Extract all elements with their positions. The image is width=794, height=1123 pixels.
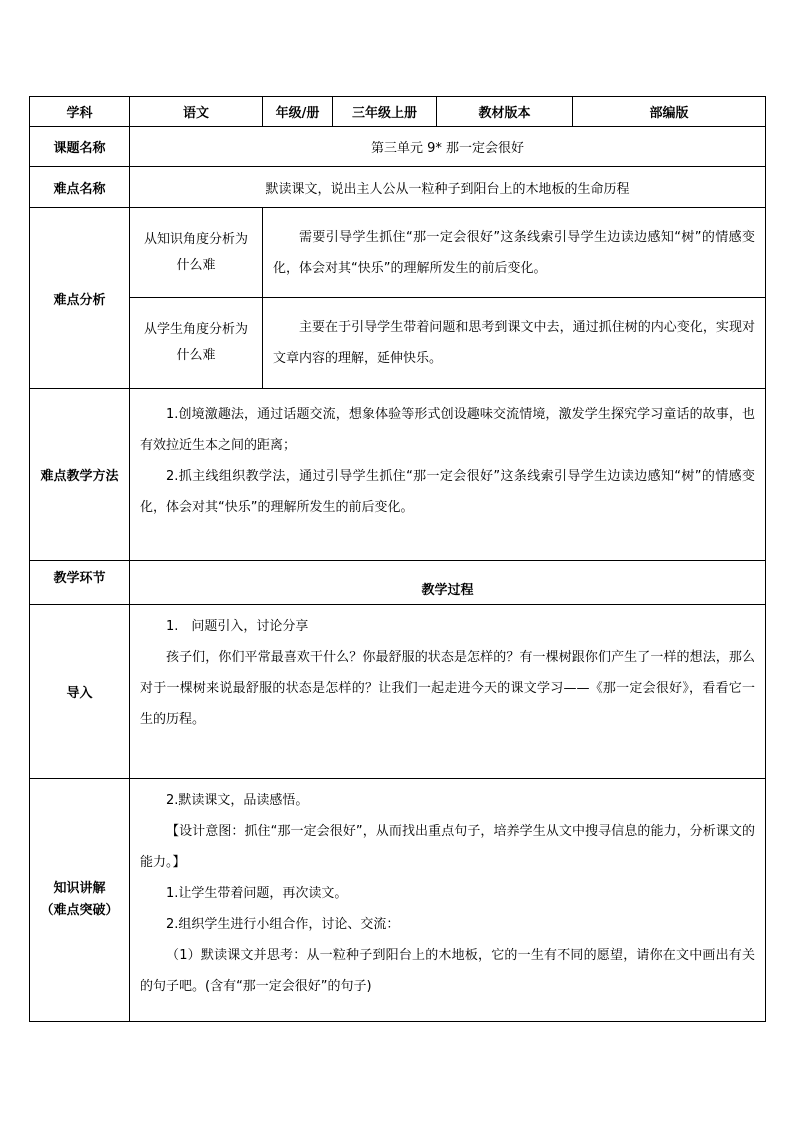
knowledge-label: 知识讲解 (53, 881, 106, 896)
analysis-row-student (30, 298, 766, 389)
student-angle-label: 从学生角度分析为什么难 (130, 298, 263, 389)
analysis-label: 难点分析 (30, 208, 130, 389)
lesson-row (30, 127, 766, 167)
knowledge-line-3: 1.让学生带着问题，再次读文。 (166, 886, 348, 901)
intro-line-2: 孩子们，你们平常最喜欢干什么？你最舒服的状态是怎样的？有一棵树跟你们产生了一样的想法，那么对于一棵树来说最舒服的状态是怎样的？让我们一起走进今天的课文学习——《那一定会很好》，看看它一生的历程。 (140, 650, 755, 727)
method-item-1: 1.创境激趣法，通过话题交流，想象体验等形式创设趣味交流情境，激发学生探究学习童话的故事，也有效拉近生本之间的距离； (140, 407, 755, 453)
difficulty-label: 难点名称 (30, 167, 130, 208)
difficulty-value: 默读课文，说出主人公从一粒种子到阳台上的木地板的生命历程 (130, 167, 766, 208)
intro-label: 导入 (30, 605, 130, 779)
knowledge-line-4: 2.组织学生进行小组合作，讨论、交流： (166, 917, 400, 932)
subject-value: 语文 (130, 97, 263, 127)
knowledge-label-cell (30, 779, 130, 1022)
lesson-title: 第三单元 9* 那一定会很好 (130, 127, 766, 167)
difficulty-row (30, 167, 766, 208)
intro-line-1: 1. 问题引入，讨论分享 (166, 619, 309, 634)
process-header-row (30, 561, 766, 605)
knowledge-line-5: （1）默读课文并思考：从一粒种子到阳台上的木地板，它的一生有不同的愿望，请你在文中画出有关的句子吧。(含有“那一定会很好”的句子) (140, 948, 755, 994)
knowledge-sublabel: （难点突破） (40, 903, 119, 918)
student-angle-text: 主要在于引导学生带着问题和思考到课文中去，通过抓住树的内心变化，实现对文章内容的理解，延伸快乐。 (273, 320, 755, 366)
method-row (30, 389, 766, 561)
analysis-row-knowledge (30, 208, 766, 298)
method-item-2: 2.抓主线组织教学法，通过引导学生抓住“那一定会很好”这条线索引导学生边读边感知“树”的情感变化，体会对其“快乐”的理解所发生的前后变化。 (140, 469, 755, 515)
lesson-plan-table (29, 96, 766, 1022)
process-header: 教学过程 (130, 561, 766, 605)
subject-label: 学科 (30, 97, 130, 127)
knowledge-angle-text: 需要引导学生抓住“那一定会很好”这条线索引导学生边读边感知“树”的情感变化，体会对其“快乐”的理解所发生的前后变化。 (273, 229, 755, 276)
method-label: 难点教学方法 (30, 389, 130, 561)
knowledge-angle-label: 从知识角度分析为什么难 (130, 208, 263, 298)
header-row (30, 97, 766, 127)
knowledge-row (30, 779, 766, 1022)
grade-value: 三年级上册 (333, 97, 437, 127)
intro-row (30, 605, 766, 779)
knowledge-line-2: 【设计意图：抓住“那一定会很好”，从而找出重点句子，培养学生从文中搜寻信息的能力，分析课文的能力。】 (140, 824, 755, 870)
knowledge-line-1: 2.默读课文，品读感悟。 (166, 793, 309, 808)
lesson-label: 课题名称 (30, 127, 130, 167)
grade-label: 年级/册 (263, 97, 333, 127)
edition-value: 部编版 (573, 97, 766, 127)
stage-header: 教学环节 (30, 561, 130, 605)
edition-label: 教材版本 (437, 97, 573, 127)
